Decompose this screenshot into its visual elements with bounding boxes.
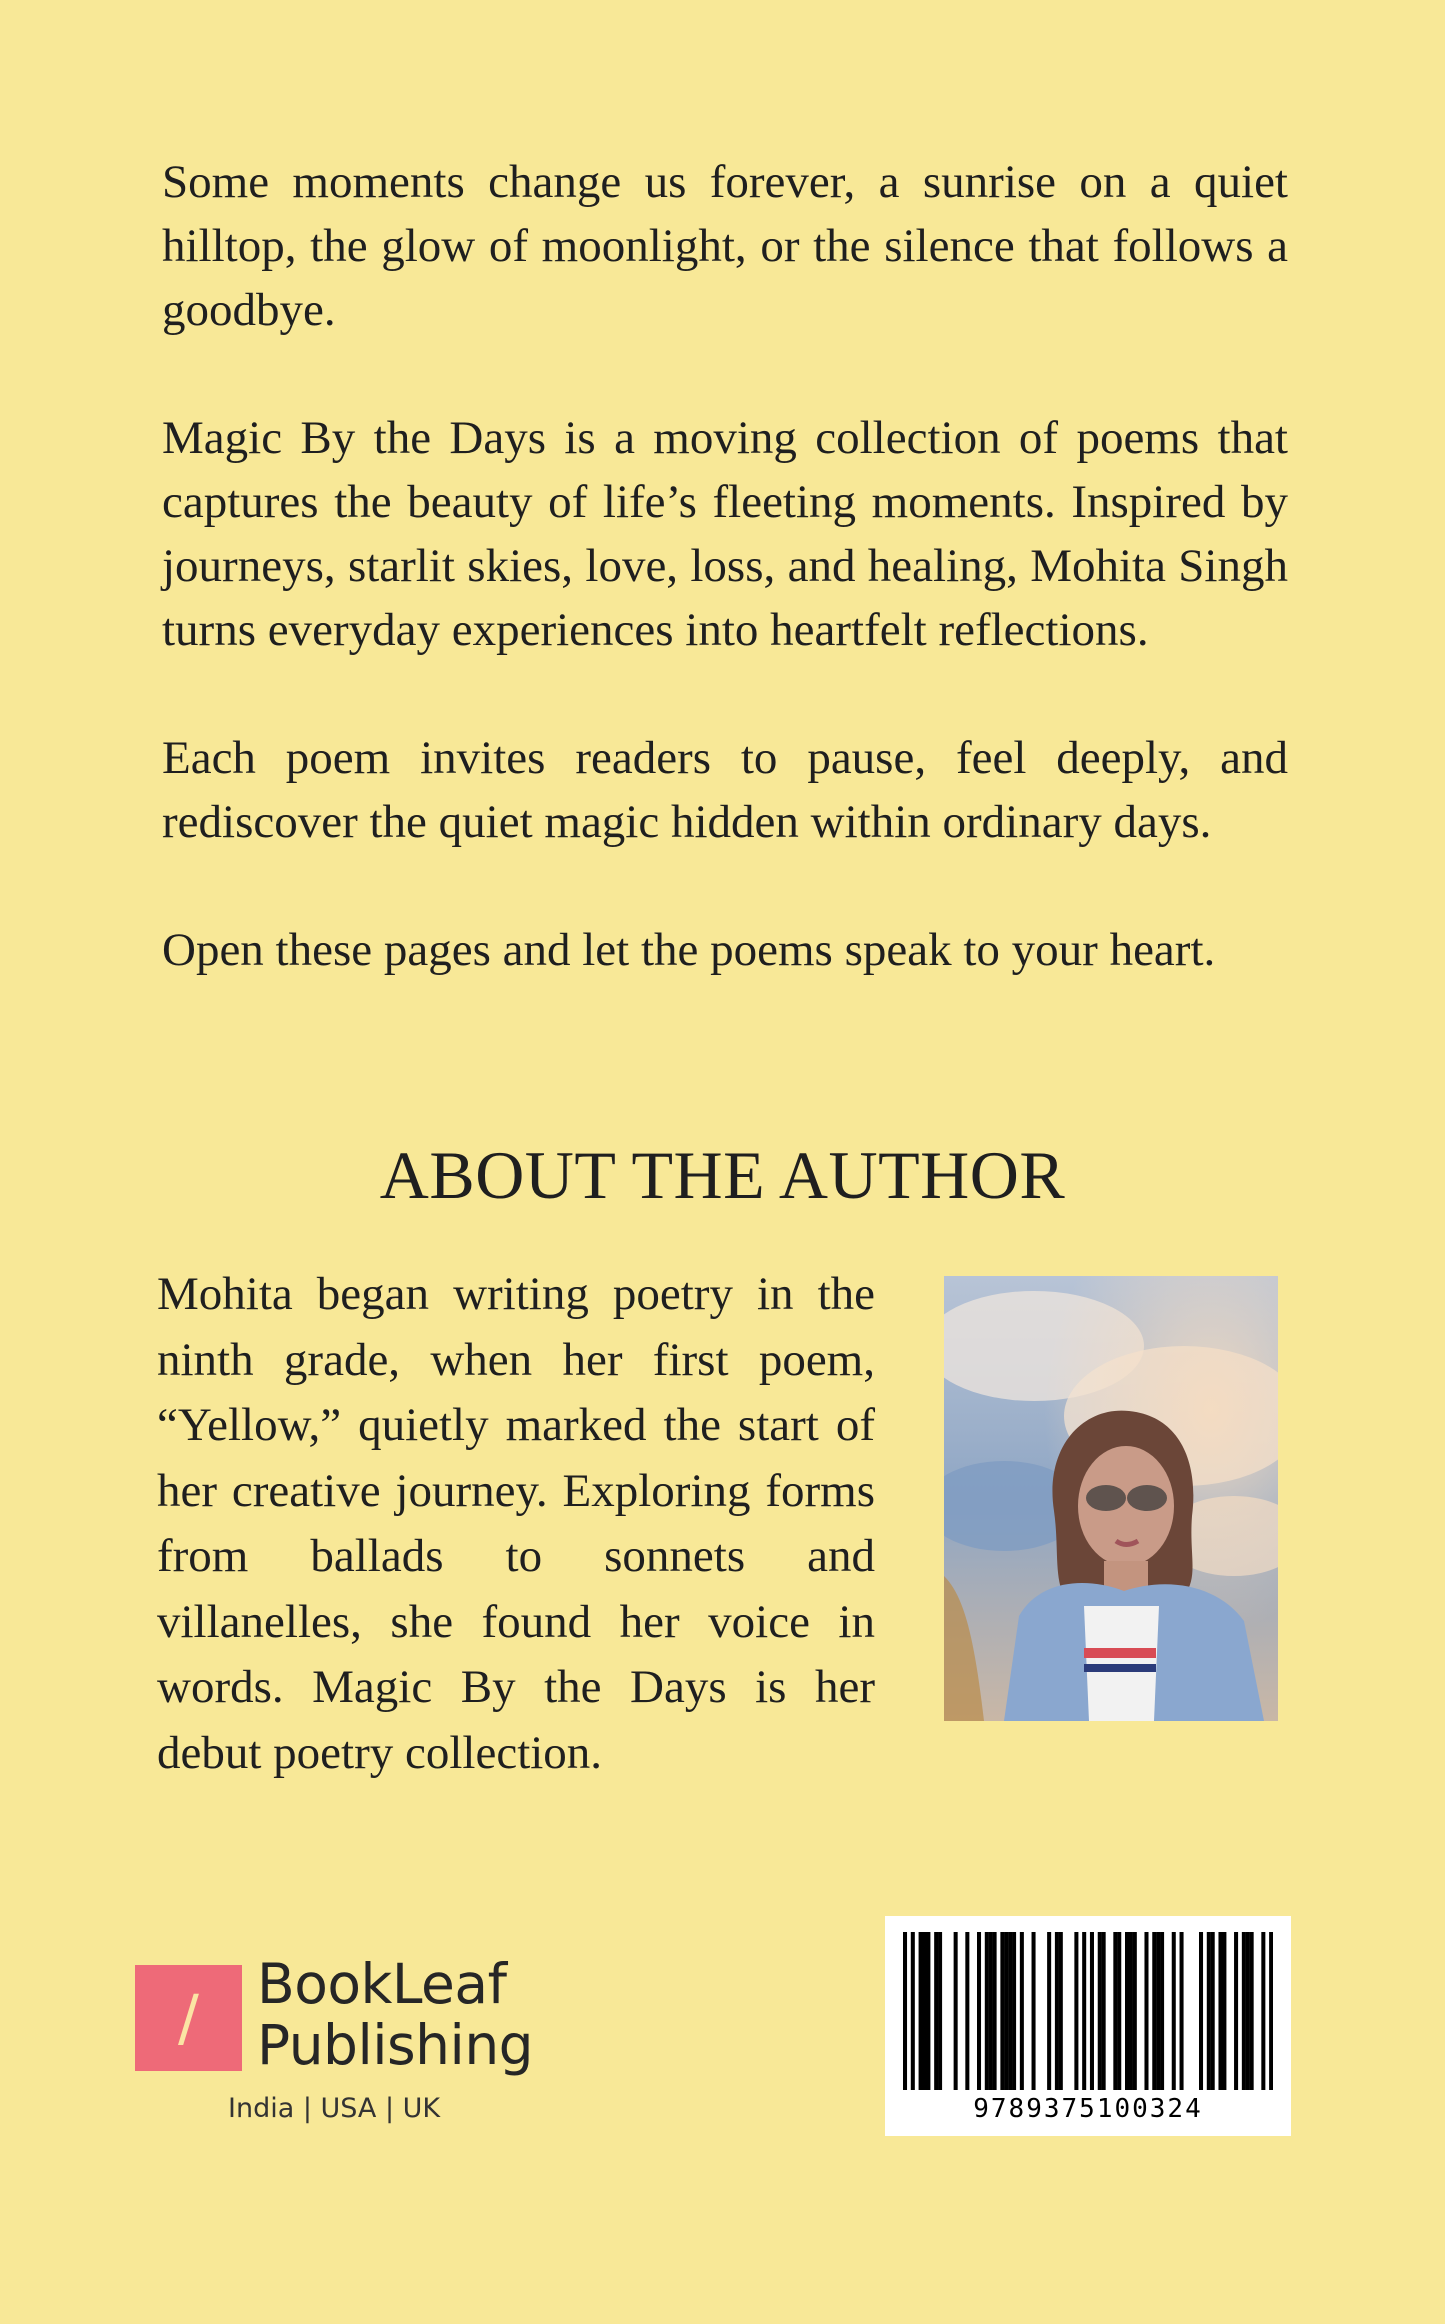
barcode-bar	[919, 1932, 923, 2090]
barcode-bar	[1234, 1932, 1238, 2090]
barcode-bar	[1082, 1932, 1086, 2090]
barcode-bar	[1059, 1932, 1063, 2090]
barcode-bar	[1207, 1932, 1211, 2090]
barcode-bar	[1156, 1932, 1160, 2090]
barcode-bar	[965, 1932, 969, 2090]
blurb-paragraph: Some moments change us forever, a sunrise on a quiet hilltop, the glow of moonlight, or the silence that follows a goodbye.	[162, 156, 1288, 336]
publisher-logo-mark	[135, 1965, 242, 2071]
barcode-bar	[1144, 1932, 1148, 2090]
barcode-bar	[1012, 1932, 1016, 2090]
barcode-bar	[1222, 1932, 1226, 2090]
barcode-bar	[954, 1932, 958, 2090]
barcode-bar	[1098, 1932, 1102, 2090]
barcode-bar	[1133, 1932, 1137, 2090]
barcode-bar	[1152, 1932, 1156, 2090]
barcode-bar	[1218, 1932, 1222, 2090]
slash-icon: /	[178, 1981, 199, 2054]
barcode-bar	[1090, 1932, 1094, 2090]
barcode-bar	[926, 1932, 930, 2090]
author-bio: Mohita began writing poetry in the ninth grade, when her first poem, “Yellow,” quietly marked the start of her creative journey. Exploring forms from ballads to sonnets and villanelles, she found her voice in words. Magic By the Days is her debut poetry collection.	[157, 1268, 875, 1779]
barcode-bar	[1032, 1932, 1036, 2090]
blurb-paragraph: Magic By the Days is a moving collection of poems that captures the beauty of life’s fleeting moments. Inspired by journeys, starlit skies, love, loss, and healing, Mohita Singh turns everyday experiences into heartfelt reflections.	[162, 412, 1288, 656]
barcode-bar	[1242, 1932, 1246, 2090]
barcode-bar	[977, 1932, 981, 2090]
barcode-bar	[1000, 1932, 1004, 2090]
barcode-bar	[1008, 1932, 1012, 2090]
barcode-bar	[934, 1932, 938, 2090]
barcode-bar	[1211, 1932, 1215, 2090]
barcode-bar	[1129, 1932, 1133, 2090]
barcode-bar	[911, 1932, 915, 2090]
barcode-bar	[1199, 1932, 1203, 2090]
barcode-bar	[1250, 1932, 1254, 2090]
author-portrait-image	[944, 1276, 1278, 1721]
barcode-bar	[1246, 1932, 1250, 2090]
blurb-paragraph: Open these pages and let the poems speak to your heart.	[162, 924, 1216, 976]
barcode-bar	[1269, 1932, 1273, 2090]
barcode-bar	[1160, 1932, 1164, 2090]
barcode-bar	[1047, 1932, 1051, 2090]
barcode-bar	[1020, 1932, 1024, 2090]
barcode-bar	[1055, 1932, 1059, 2090]
blurb-paragraph: Each poem invites readers to pause, feel deeply, and rediscover the quiet magic hidden within ordinary days.	[162, 732, 1288, 848]
barcode-bars	[903, 1932, 1273, 2090]
author-photo	[944, 1276, 1278, 1721]
publisher-name-line1: BookLeaf	[257, 1952, 507, 2016]
about-author-heading: ABOUT THE AUTHOR	[379, 1137, 1066, 1213]
isbn-number: 9789375100324	[973, 2094, 1203, 2124]
barcode-bar	[1117, 1932, 1121, 2090]
barcode-bar	[989, 1932, 993, 2090]
barcode-bar	[1172, 1932, 1176, 2090]
back-cover-blurb	[162, 150, 1288, 1046]
barcode-bar	[1261, 1932, 1265, 2090]
barcode-bar	[1102, 1932, 1106, 2090]
barcode-bar	[1125, 1932, 1129, 2090]
publisher-name-line2: Publishing	[257, 2013, 534, 2077]
barcode-bar	[1074, 1932, 1078, 2090]
barcode-bar	[1004, 1932, 1008, 2090]
barcode-bar	[1113, 1932, 1117, 2090]
barcode-bar	[1180, 1932, 1184, 2090]
barcode-bar	[993, 1932, 997, 2090]
barcode-bar	[922, 1932, 926, 2090]
barcode-bar	[903, 1932, 907, 2090]
barcode-bar	[938, 1932, 942, 2090]
barcode-bar	[985, 1932, 989, 2090]
publisher-name	[257, 1954, 533, 2076]
isbn-barcode	[885, 1916, 1291, 2136]
publisher-regions: India | USA | UK	[228, 2093, 441, 2124]
